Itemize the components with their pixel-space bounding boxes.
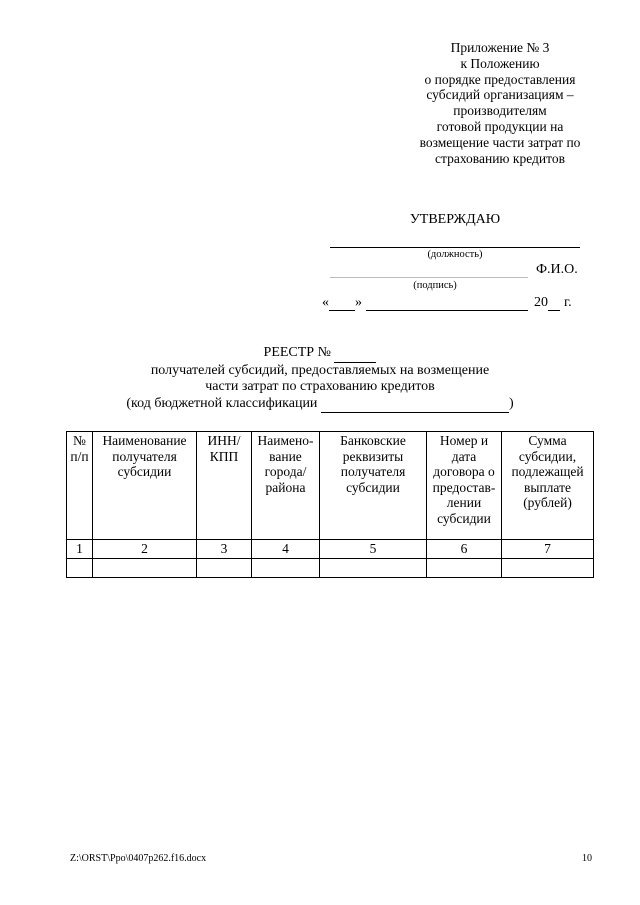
empty-cell: [93, 558, 197, 577]
column-number: 2: [93, 540, 197, 559]
empty-cell: [252, 558, 320, 577]
position-label: (должность): [427, 249, 483, 260]
approve-title: УТВЕРЖДАЮ: [409, 212, 501, 227]
appendix-line: о порядке предоставления: [424, 71, 576, 87]
day-blank: [329, 294, 355, 311]
appendix-line: производителям: [453, 103, 547, 119]
date-quote-close: »: [355, 295, 362, 310]
empty-cell: [427, 558, 502, 577]
position-line: [330, 228, 580, 248]
header-cell: Наименование получателя субсидии: [93, 432, 197, 540]
signature-row: [330, 262, 580, 278]
empty-cell: [67, 558, 93, 577]
header-cell: Сумма субсидии, подлежащей выплате (рублей): [502, 432, 594, 540]
column-number: 1: [67, 540, 93, 559]
appendix-line: субсидий организациям –: [426, 87, 574, 103]
date-row: [322, 294, 580, 311]
header-cell: ИНН/ КПП: [197, 432, 252, 540]
year-prefix: 20: [534, 295, 548, 310]
appendix-line: готовой продукции на: [436, 118, 564, 134]
column-number: 3: [197, 540, 252, 559]
year-suffix: г.: [564, 295, 572, 310]
month-blank: [366, 294, 528, 311]
empty-cell: [197, 558, 252, 577]
column-number: 7: [502, 540, 594, 559]
registry-table: [66, 431, 594, 578]
empty-cell: [502, 558, 594, 577]
header-cell: Банковские реквизиты получателя субсидии: [320, 432, 427, 540]
header-cell: № п/п: [67, 432, 93, 540]
registry-line-1: получателей субсидий, предоставляемых на возмещение: [150, 362, 490, 378]
column-number: 6: [427, 540, 502, 559]
column-number: 5: [320, 540, 427, 559]
appendix-heading: [390, 40, 610, 166]
table-number-row: [67, 540, 594, 559]
appendix-line: возмещение части затрат по: [419, 134, 581, 150]
appendix-line: страхованию кредитов: [435, 150, 565, 166]
signature-label: (подпись): [413, 280, 457, 291]
registry-line-3: [0, 396, 640, 414]
column-number: 4: [252, 540, 320, 559]
registry-number-blank: [334, 345, 376, 363]
date-quote-open: «: [322, 295, 329, 310]
kbk-label: (код бюджетной классификации: [126, 395, 318, 411]
table-row: [67, 558, 594, 577]
approval-block: [322, 212, 580, 311]
signature-line: [330, 262, 528, 278]
kbk-blank: [321, 396, 509, 414]
registry-heading: [0, 345, 640, 413]
appendix-line: к Положению: [460, 55, 540, 71]
appendix-line: Приложение № 3: [450, 40, 550, 55]
year-blank: [548, 294, 560, 311]
empty-cell: [320, 558, 427, 577]
fio-label: Ф.И.О.: [536, 262, 578, 277]
registry-title: РЕЕСТР №: [263, 345, 331, 360]
header-cell: Наимено-вание города/ района: [252, 432, 320, 540]
footer-file-path: Z:\ORST\Ppo\0407p262.f16.docx: [70, 853, 207, 864]
registry-title-row: [0, 345, 640, 363]
footer-page-number: 10: [582, 853, 592, 864]
registry-line-2: части затрат по страхованию кредитов: [205, 379, 435, 394]
kbk-close: ): [508, 395, 514, 411]
table-header-row: [67, 432, 594, 540]
header-cell: Номер и дата договора о предостав-лении субсидии: [427, 432, 502, 540]
